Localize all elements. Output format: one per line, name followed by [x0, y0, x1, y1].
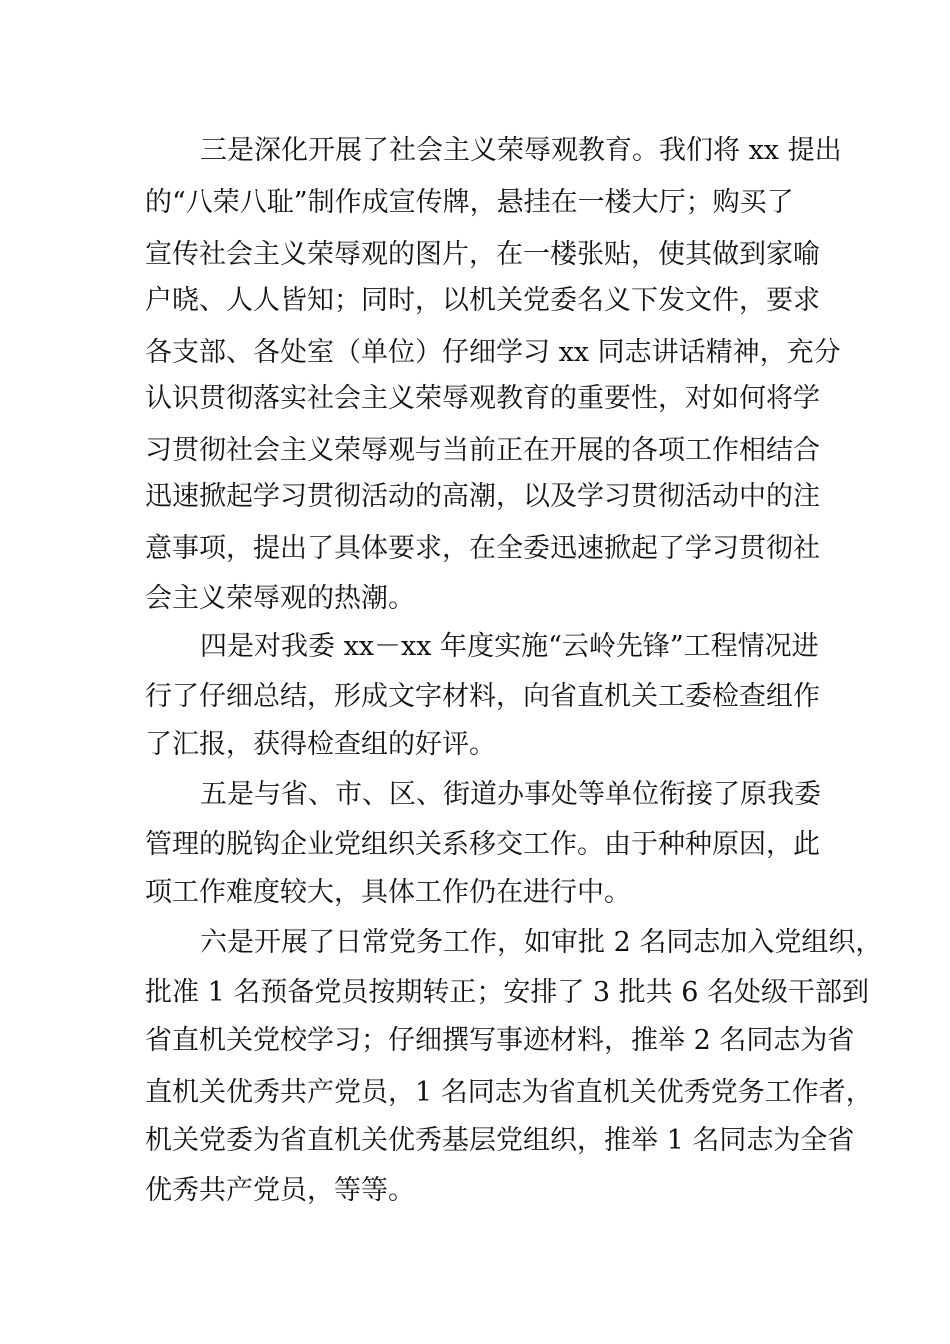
text-line: 六是开展了日常党务工作，如审批 2 名同志加入党组织，: [200, 927, 883, 958]
text-line: 机关党委为省直机关优秀基层党组织，推举 1 名同志为全省: [145, 1125, 855, 1156]
text-line: 户晓、人人皆知；同时，以机关党委名义下发文件，要求: [145, 285, 820, 316]
text-line: 迅速掀起学习贯彻活动的高潮，以及学习贯彻活动中的注: [145, 481, 820, 512]
text-line: 的“八荣八耻”制作成宣传牌，悬挂在一楼大厅；购买了: [145, 187, 794, 218]
text-line: 四是对我委 xx－xx 年度实施“云岭先锋”工程情况进: [200, 631, 819, 662]
text-line: 省直机关党校学习；仔细撰写事迹材料，推举 2 名同志为省: [145, 1025, 855, 1056]
text-line: 行了仔细总结，形成文字材料，向省直机关工委检查组作: [145, 681, 820, 712]
text-line: 各支部、各处室（单位）仔细学习 xx 同志讲话精神，充分: [145, 337, 841, 368]
text-line: 五是与省、市、区、街道办事处等单位衔接了原我委: [200, 779, 821, 810]
text-line: 优秀共产党员，等等。: [145, 1175, 415, 1206]
text-line: 三是深化开展了社会主义荣辱观教育。我们将 xx 提出: [200, 135, 842, 166]
text-line: 了汇报，获得检查组的好评。: [145, 729, 496, 760]
text-line: 批准 1 名预备党员按期转正；安排了 3 批共 6 名处级干部到: [145, 977, 870, 1008]
text-line: 宣传社会主义荣辱观的图片，在一楼张贴，使其做到家喻: [145, 239, 820, 270]
text-line: 习贯彻社会主义荣辱观与当前正在开展的各项工作相结合: [145, 435, 820, 466]
text-line: 直机关优秀共产党员，1 名同志为省直机关优秀党务工作者，: [145, 1077, 873, 1108]
text-line: 会主义荣辱观的热潮。: [145, 583, 415, 614]
text-line: 意事项，提出了具体要求，在全委迅速掀起了学习贯彻社: [145, 533, 820, 564]
text-line: 管理的脱钩企业党组织关系移交工作。由于种种原因，此: [145, 829, 820, 860]
text-line: 认识贯彻落实社会主义荣辱观教育的重要性，对如何将学: [145, 383, 820, 414]
text-line: 项工作难度较大，具体工作仍在进行中。: [145, 877, 631, 908]
